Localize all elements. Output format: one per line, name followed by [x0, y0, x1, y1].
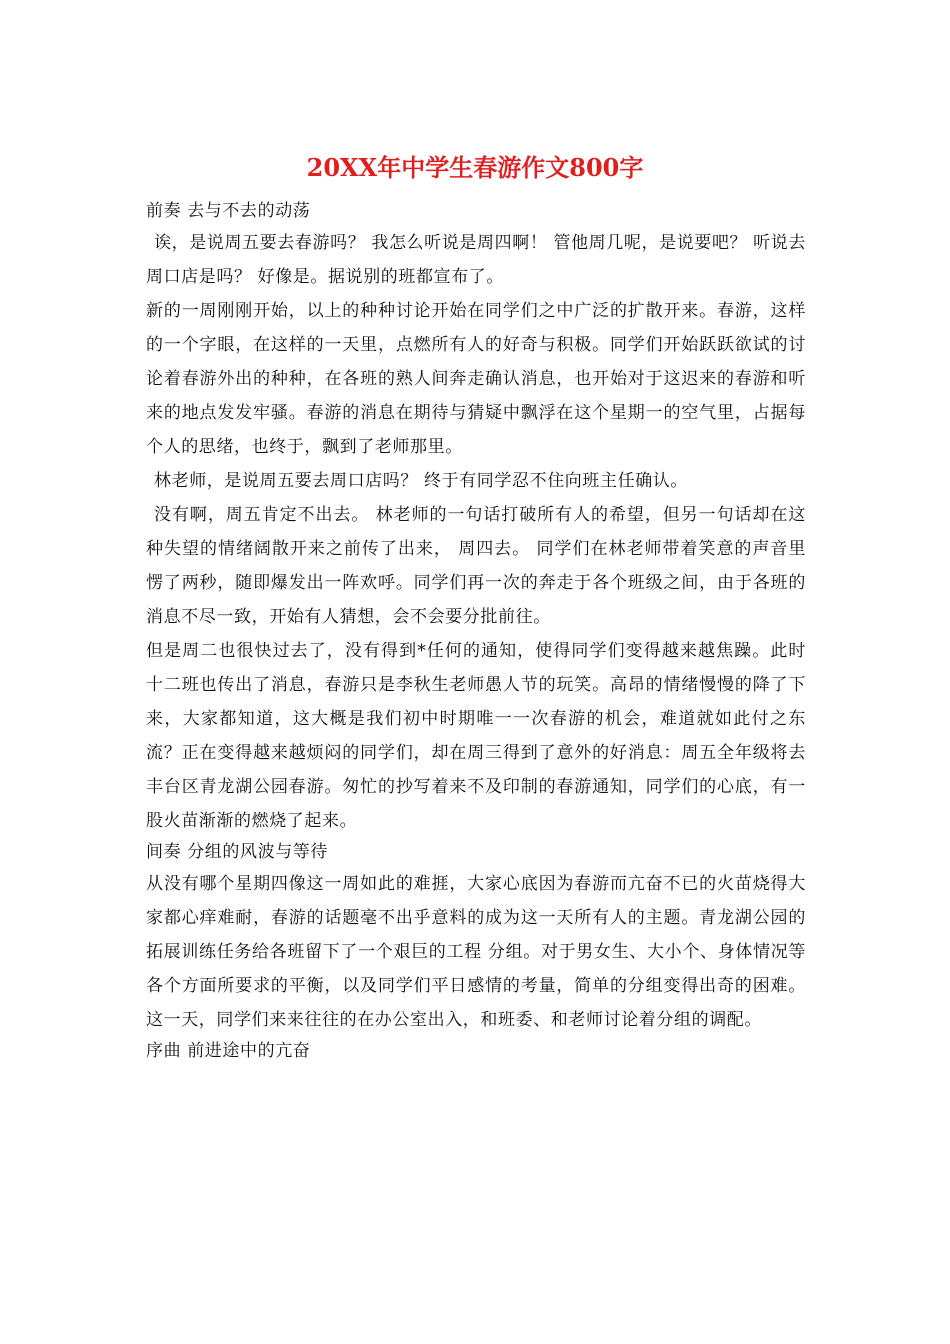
paragraph: 但是周二也很快过去了，没有得到*任何的通知，使得同学们变得越来越焦躁。此时十二班也传出了消息，春游只是李秋生老师愚人节的玩笑。高昂的情绪慢慢的降了下来，大家都知道，这大概是我们初中时期唯一一次春游的机会，难道就如此付之东流？正在变得越来越烦闷的同学们，却在周三得到了意外的好消息：周五全年级将去丰台区青龙湖公园春游。匆忙的抄写着来不及印制的春游通知，同学们的心底，有一股火苗渐渐的燃烧了起来。	[146, 641, 806, 831]
document-title: 20XX年中学生春游作文800字	[306, 153, 644, 182]
section-heading-interlude: 间奏 分组的风波与等待	[146, 842, 329, 862]
paragraph: 林老师，是说周五要去周口店吗？ 终于有同学忍不住向班主任确认。	[154, 471, 689, 491]
section-heading-overture: 序曲 前进途中的亢奋	[146, 1041, 311, 1061]
paragraph: 没有啊，周五肯定不出去。 林老师的一句话打破所有人的希望，但另一句话却在这种失望的情绪阔散开来之前传了出来， 周四去。 同学们在林老师带着笑意的声音里愣了两秒，随即爆发出一阵欢呼。同学们再一次的奔走于各个班级之间，由于各班的消息不尽一致，开始有人猜想，会不会要分批前往。	[146, 505, 806, 627]
document-body	[146, 197, 806, 1066]
paragraph: 新的一周刚刚开始，以上的种种讨论开始在同学们之中广泛的扩散开来。春游，这样的一个字眼，在这样的一天里，点燃所有人的好奇与积极。同学们开始跃跃欲试的讨论着春游外出的种种，在各班的熟人间奔走确认消息，也开始对于这迟来的春游和听来的地点发发牢骚。春游的消息在期待与猜疑中飘浮在这个星期一的空气里，占据每个人的思绪，也终于，飘到了老师那里。	[146, 301, 806, 457]
paragraph: 从没有哪个星期四像这一周如此的难捱，大家心底因为春游而亢奋不已的火苗烧得大家都心痒难耐，春游的话题毫不出乎意料的成为这一天所有人的主题。青龙湖公园的拓展训练任务给各班留下了一个艰巨的工程 分组。对于男女生、大小个、身体情况等各个方面所要求的平衡，以及同学们平日感情的考量，简单的分组变得出奇的困难。这一天，同学们来来往往的在办公室出入，和班委、和老师讨论着分组的调配。	[146, 874, 806, 1030]
paragraph: 诶，是说周五要去春游吗？ 我怎么听说是周四啊！ 管他周几呢，是说要吧？ 听说去周口店是吗？ 好像是。据说别的班都宣布了。	[146, 233, 807, 287]
section-heading-prelude: 前奏 去与不去的动荡	[146, 201, 311, 221]
